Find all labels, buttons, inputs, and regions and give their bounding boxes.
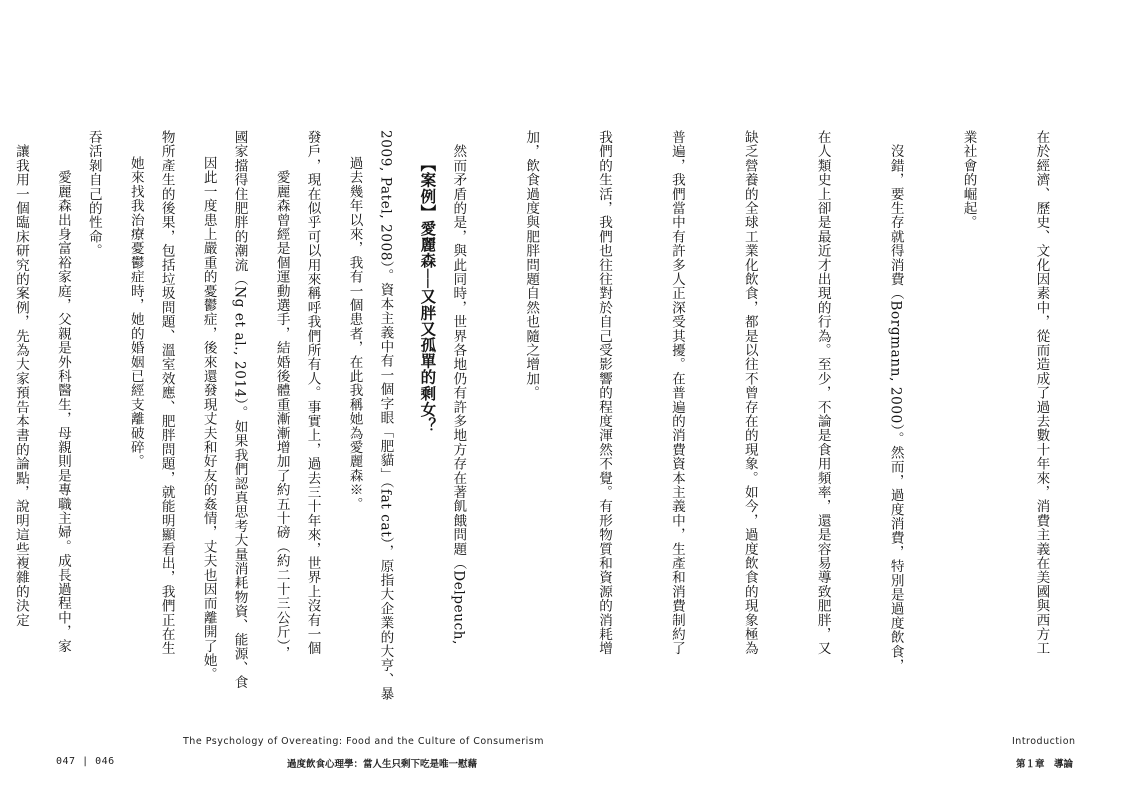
text-column: 讓我用一個臨床研究的案例，先為大家預告本書的論點，說明這些複雜的決定 xyxy=(12,130,29,627)
text-column: 發戶，現在似乎可以用來稱呼我們所有人。事實上，過去三十年來，世界上沒有一個 xyxy=(304,130,321,656)
text-column: 愛麗森出身富裕家庭，父親是外科醫生，母親則是專職主婦。成長過程中，家 xyxy=(54,156,71,653)
text-column: 因此一度患上嚴重的憂鬱症，後來還發現丈夫和好友的姦情，丈夫也因而離開了她。 xyxy=(200,156,217,682)
text-column: 吞活剝自己的性命。 xyxy=(85,130,102,258)
text-column: 過去幾年以來，我有一個患者，在此我稱她為愛麗森※。 xyxy=(346,156,363,511)
case-heading: 【案例】愛麗森──又胖又孤單的剩女？ xyxy=(418,156,437,434)
text-column: 缺乏營養的全球工業化飲食，都是以往不曾存在的現象。如今，過度飲食的現象極為 xyxy=(741,130,758,656)
text-column: 物所產生的後果，包括垃圾問題、溫室效應、肥胖問題，就能明顯看出，我們正在生 xyxy=(158,130,175,656)
footer-chapter-label: 第１章 導論 xyxy=(1016,759,1074,770)
text-column: 國家擋得住肥胖的潮流（Ng et al., 2014）。如果我們認真思考大量消耗物資、能源、食 xyxy=(231,130,248,690)
footer-section-label: Introduction xyxy=(1012,736,1076,747)
page-numbers: 047 | 046 xyxy=(56,756,115,767)
text-column: 然而矛盾的是，與此同時，世界各地仍有許多地方存在著飢餓問題（Delpeuch, xyxy=(450,130,467,646)
footer-chinese-title: 過度飲食心理學：當人生只剩下吃是唯一慰藉 xyxy=(287,759,478,770)
text-column: 沒錯，要生存就得消費（Borgmann, 2000）。然而，過度消費，特別是過度飲食， xyxy=(887,130,904,673)
text-column: 2009, Patel, 2008）。資本主義中有一個字眼「肥貓」（fat cat），原指大企業的大亨、暴 xyxy=(377,130,394,701)
text-column: 業社會的崛起。 xyxy=(960,130,977,230)
text-column: 在於經濟、歷史、文化因素中，從而造成了過去數十年來，消費主義在美國與西方工 xyxy=(1033,130,1050,656)
text-column: 她來找我治療憂鬱症時，她的婚姻已經支離破碎。 xyxy=(127,156,144,469)
footer-english-title: The Psychology of Overeating: Food and the Culture of Consumerism xyxy=(183,736,544,747)
text-column: 加，飲食過度與肥胖問題自然也隨之增加。 xyxy=(523,130,540,400)
text-column: 在人類史上卻是最近才出現的行為。至少，不論是食用頻率，還是容易導致肥胖，又 xyxy=(814,130,831,656)
text-column: 普遍，我們當中有許多人正深受其擾。在普遍的消費資本主義中，生產和消費制約了 xyxy=(668,130,685,656)
text-column: 我們的生活，我們也往往對於自己受影響的程度渾然不覺。有形物質和資源的消耗增 xyxy=(596,130,613,656)
text-column: 愛麗森曾經是個運動選手，結婚後體重漸漸增加了約五十磅（約二十三公斤）， xyxy=(273,156,290,661)
right-page-body xyxy=(0,130,1102,701)
